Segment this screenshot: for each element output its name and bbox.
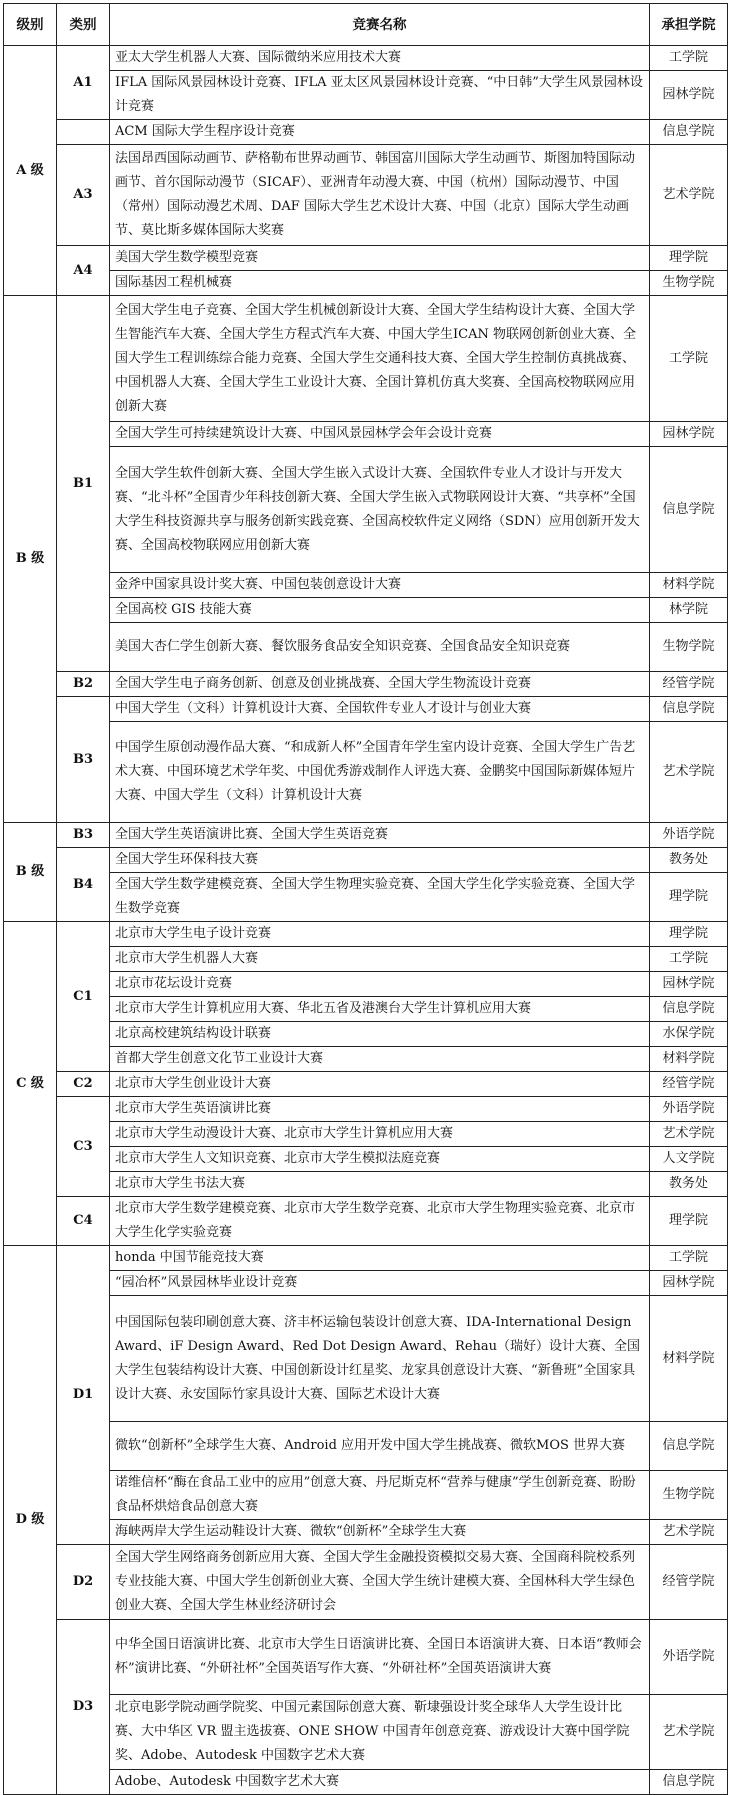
table-row bbox=[4, 447, 728, 573]
competition-name-cell: honda 中国节能竞技大赛 bbox=[110, 1246, 650, 1271]
school-cell: 信息学院 bbox=[650, 1770, 728, 1795]
school-cell: 教务处 bbox=[650, 1172, 728, 1197]
level-cell: B 级 bbox=[4, 823, 57, 922]
category-cell: B2 bbox=[57, 672, 110, 697]
competition-name-cell: 北京市大学生创业设计大赛 bbox=[110, 1072, 650, 1097]
competition-name-cell: 首都大学生创意文化节工业设计大赛 bbox=[110, 1047, 650, 1072]
table-row bbox=[4, 1770, 728, 1795]
school-cell: 艺术学院 bbox=[650, 722, 728, 823]
competition-name-cell: 北京电影学院动画学院奖、中国元素国际创意大赛、靳埭强设计奖全球华人大学生设计比赛、大中华区 VR 盟主选拔赛、ONE SHOW 中国青年创意竞赛、游戏设计大赛中国学院奖、Adobe、Autodesk 中国数字艺术大赛 bbox=[110, 1695, 650, 1770]
school-cell: 园林学院 bbox=[650, 422, 728, 447]
table-row bbox=[4, 598, 728, 623]
competition-name-cell: 亚太大学生机器人大赛、国际微纳米应用技术大赛 bbox=[110, 46, 650, 71]
header-name: 竞赛名称 bbox=[110, 4, 650, 46]
table-row bbox=[4, 1296, 728, 1422]
competition-name-cell: 北京市大学生计算机应用大赛、华北五省及港澳台大学生计算机应用大赛 bbox=[110, 997, 650, 1022]
table-row bbox=[4, 422, 728, 447]
school-cell: 工学院 bbox=[650, 1246, 728, 1271]
competition-name-cell: 中国大学生（文科）计算机设计大赛、全国软件专业人才设计与创业大赛 bbox=[110, 697, 650, 722]
school-cell: 材料学院 bbox=[650, 573, 728, 598]
level-cell: C 级 bbox=[4, 922, 57, 1246]
table-row bbox=[4, 672, 728, 697]
competition-name-cell: Adobe、Autodesk 中国数字艺术大赛 bbox=[110, 1770, 650, 1795]
school-cell: 经管学院 bbox=[650, 1072, 728, 1097]
category-cell: C4 bbox=[57, 1197, 110, 1246]
category-cell: D1 bbox=[57, 1246, 110, 1545]
table-row bbox=[4, 848, 728, 873]
school-cell: 园林学院 bbox=[650, 972, 728, 997]
category-cell: B3 bbox=[57, 697, 110, 823]
category-cell: B1 bbox=[57, 296, 110, 672]
table-row bbox=[4, 697, 728, 722]
school-cell: 外语学院 bbox=[650, 823, 728, 848]
table-row bbox=[4, 1022, 728, 1047]
competition-name-cell: IFLA 国际风景园林设计竞赛、IFLA 亚太区风景园林设计竞赛、“中日韩”大学生风景园林设计竞赛 bbox=[110, 71, 650, 120]
school-cell: 经管学院 bbox=[650, 672, 728, 697]
school-cell: 园林学院 bbox=[650, 1271, 728, 1296]
level-cell: B 级 bbox=[4, 296, 57, 823]
header-school: 承担学院 bbox=[650, 4, 728, 46]
level-cell: D 级 bbox=[4, 1246, 57, 1795]
competition-name-cell: 北京市大学生数学建模竞赛、北京市大学生数学竞赛、北京市大学生物理实验竞赛、北京市大学生化学实验竞赛 bbox=[110, 1197, 650, 1246]
table-body bbox=[4, 46, 728, 1795]
school-cell: 艺术学院 bbox=[650, 1122, 728, 1147]
header-row bbox=[4, 4, 728, 46]
category-cell: C2 bbox=[57, 1072, 110, 1097]
category-cell: C1 bbox=[57, 922, 110, 1072]
competition-name-cell: 北京市花坛设计竞赛 bbox=[110, 972, 650, 997]
table-row bbox=[4, 1047, 728, 1072]
table-row bbox=[4, 823, 728, 848]
table-row bbox=[4, 997, 728, 1022]
school-cell: 生物学院 bbox=[650, 1471, 728, 1520]
school-cell: 林学院 bbox=[650, 598, 728, 623]
category-cell: B4 bbox=[57, 848, 110, 922]
competition-name-cell: 全国大学生网络商务创新应用大赛、全国大学生金融投资模拟交易大赛、全国商科院校系列专业技能大赛、中国大学生创新创业大赛、全国大学生统计建模大赛、全国林科大学生绿色创业大赛、全国大学生林业经济研讨会 bbox=[110, 1545, 650, 1620]
competition-name-cell: 北京市大学生动漫设计大赛、北京市大学生计算机应用大赛 bbox=[110, 1122, 650, 1147]
competition-table bbox=[3, 3, 728, 1795]
competition-name-cell: 全国大学生电子商务创新、创意及创业挑战赛、全国大学生物流设计竞赛 bbox=[110, 672, 650, 697]
school-cell: 理学院 bbox=[650, 1197, 728, 1246]
table-row bbox=[4, 1122, 728, 1147]
school-cell: 工学院 bbox=[650, 296, 728, 422]
school-cell: 教务处 bbox=[650, 848, 728, 873]
competition-name-cell: 全国大学生软件创新大赛、全国大学生嵌入式设计大赛、全国软件专业人才设计与开发大赛、“北斗杯”全国青少年科技创新大赛、全国大学生嵌入式物联网设计大赛、“共享杯”全国大学生科技资源共享与服务创新实践竞赛、全国高校软件定义网络（SDN）应用创新开发大赛、全国高校物联网应用创新大赛 bbox=[110, 447, 650, 573]
table-row bbox=[4, 246, 728, 271]
competition-name-cell: 法国昂西国际动画节、萨格勒布世界动画节、韩国富川国际大学生动画节、斯图加特国际动画节、首尔国际动漫节（SICAF）、亚洲青年动漫大赛、中国（杭州）国际动漫节、中国（常州）国际动漫艺术周、DAF 国际大学生艺术设计大赛、中国（北京）国际大学生动画节、莫比斯多媒体国际大奖赛 bbox=[110, 145, 650, 246]
school-cell: 材料学院 bbox=[650, 1047, 728, 1072]
level-cell: A 级 bbox=[4, 46, 57, 296]
table-row bbox=[4, 1471, 728, 1520]
competition-name-cell: 北京高校建筑结构设计联赛 bbox=[110, 1022, 650, 1047]
competition-name-cell: 全国大学生英语演讲比赛、全国大学生英语竞赛 bbox=[110, 823, 650, 848]
school-cell: 水保学院 bbox=[650, 1022, 728, 1047]
competition-name-cell: 中国学生原创动漫作品大赛、“和成新人杯”全国青年学生室内设计竞赛、全国大学生广告艺术大赛、中国环境艺术学年奖、中国优秀游戏制作人评选大赛、金鹏奖中国国际新媒体短片大赛、中国大学生（文科）计算机设计大赛 bbox=[110, 722, 650, 823]
table-row bbox=[4, 71, 728, 120]
competition-name-cell: “园冶杯”风景园林毕业设计竞赛 bbox=[110, 1271, 650, 1296]
competition-name-cell: 全国高校 GIS 技能大赛 bbox=[110, 598, 650, 623]
category-cell: A1 bbox=[57, 46, 110, 120]
table-row bbox=[4, 1695, 728, 1770]
table-row bbox=[4, 722, 728, 823]
school-cell: 理学院 bbox=[650, 246, 728, 271]
competition-name-cell: 北京市大学生英语演讲比赛 bbox=[110, 1097, 650, 1122]
table-row bbox=[4, 1246, 728, 1271]
school-cell: 信息学院 bbox=[650, 997, 728, 1022]
school-cell: 信息学院 bbox=[650, 1422, 728, 1471]
school-cell: 外语学院 bbox=[650, 1620, 728, 1695]
competition-name-cell: 诺维信杯“酶在食品工业中的应用”创意大赛、丹尼斯克杯“营养与健康”学生创新竞赛、盼盼食品杯烘焙食品创意大赛 bbox=[110, 1471, 650, 1520]
table-row bbox=[4, 1422, 728, 1471]
table-row bbox=[4, 145, 728, 246]
competition-name-cell: 北京市大学生书法大赛 bbox=[110, 1172, 650, 1197]
table-row bbox=[4, 1072, 728, 1097]
competition-name-cell: 美国大学生数学模型竞赛 bbox=[110, 246, 650, 271]
school-cell: 理学院 bbox=[650, 922, 728, 947]
school-cell: 生物学院 bbox=[650, 271, 728, 296]
school-cell: 材料学院 bbox=[650, 1296, 728, 1422]
table-row bbox=[4, 947, 728, 972]
competition-name-cell: ACM 国际大学生程序设计竞赛 bbox=[110, 120, 650, 145]
table-row bbox=[4, 296, 728, 422]
school-cell: 理学院 bbox=[650, 873, 728, 922]
school-cell: 生物学院 bbox=[650, 623, 728, 672]
category-cell: D2 bbox=[57, 1545, 110, 1620]
table-row bbox=[4, 271, 728, 296]
table-row bbox=[4, 573, 728, 598]
table-row bbox=[4, 1172, 728, 1197]
school-cell: 艺术学院 bbox=[650, 145, 728, 246]
competition-name-cell: 北京市大学生电子设计竞赛 bbox=[110, 922, 650, 947]
school-cell: 艺术学院 bbox=[650, 1520, 728, 1545]
table-row bbox=[4, 623, 728, 672]
category-cell: B3 bbox=[57, 823, 110, 848]
table-row bbox=[4, 1545, 728, 1620]
competition-name-cell: 中华全国日语演讲比赛、北京市大学生日语演讲比赛、全国日本语演讲大赛、日本语“教师会杯”演讲比赛、“外研社杯”全国英语写作大赛、“外研社杯”全国英语演讲大赛 bbox=[110, 1620, 650, 1695]
competition-name-cell: 海峡两岸大学生运动鞋设计大赛、微软“创新杯”全球学生大赛 bbox=[110, 1520, 650, 1545]
category-cell: D3 bbox=[57, 1620, 110, 1795]
competition-name-cell: 美国大杏仁学生创新大赛、餐饮服务食品安全知识竞赛、全国食品安全知识竞赛 bbox=[110, 623, 650, 672]
table-row bbox=[4, 1520, 728, 1545]
table-row bbox=[4, 1147, 728, 1172]
school-cell: 外语学院 bbox=[650, 1097, 728, 1122]
competition-name-cell: 北京市大学生机器人大赛 bbox=[110, 947, 650, 972]
competition-name-cell: 全国大学生可持续建筑设计大赛、中国风景园林学会年会设计竞赛 bbox=[110, 422, 650, 447]
school-cell: 信息学院 bbox=[650, 447, 728, 573]
competition-name-cell: 全国大学生电子竞赛、全国大学生机械创新设计大赛、全国大学生结构设计大赛、全国大学生智能汽车大赛、全国大学生方程式汽车大赛、中国大学生ICAN 物联网创新创业大赛、全国大学生工程训练综合能力竞赛、全国大学生交通科技大赛、全国大学生控制仿真挑战赛、中国机器人大赛、全国大学生工业设计大赛、全国计算机仿真大奖赛、全国高校物联网应用创新大赛 bbox=[110, 296, 650, 422]
school-cell: 园林学院 bbox=[650, 71, 728, 120]
school-cell: 信息学院 bbox=[650, 697, 728, 722]
competition-name-cell: 北京市大学生人文知识竞赛、北京市大学生模拟法庭竞赛 bbox=[110, 1147, 650, 1172]
table-row bbox=[4, 1197, 728, 1246]
competition-name-cell: 微软“创新杯”全球学生大赛、Android 应用开发中国大学生挑战赛、微软MOS 世界大赛 bbox=[110, 1422, 650, 1471]
competition-name-cell: 中国国际包装印刷创意大赛、济丰杯运输包装设计创意大赛、IDA-International Design Award、iF Design Award、Red Dot Design Award、Rehau（瑞好）设计大赛、全国大学生包装结构设计大赛、中国创新设计红星奖、龙家具创意设计大赛、“新鲁班”全国家具设计大赛、永安国际竹家具设计大赛、国际艺术设计大赛 bbox=[110, 1296, 650, 1422]
table-row bbox=[4, 120, 728, 145]
school-cell: 经管学院 bbox=[650, 1545, 728, 1620]
competition-name-cell: 国际基因工程机械赛 bbox=[110, 271, 650, 296]
table-row bbox=[4, 1271, 728, 1296]
school-cell: 工学院 bbox=[650, 46, 728, 71]
school-cell: 人文学院 bbox=[650, 1147, 728, 1172]
table-row bbox=[4, 1620, 728, 1695]
school-cell: 艺术学院 bbox=[650, 1695, 728, 1770]
table-row bbox=[4, 972, 728, 997]
category-cell: A3 bbox=[57, 145, 110, 246]
table-row bbox=[4, 1097, 728, 1122]
school-cell: 工学院 bbox=[650, 947, 728, 972]
category-cell: A4 bbox=[57, 246, 110, 296]
table-row bbox=[4, 922, 728, 947]
competition-name-cell: 全国大学生环保科技大赛 bbox=[110, 848, 650, 873]
school-cell: 信息学院 bbox=[650, 120, 728, 145]
competition-name-cell: 金斧中国家具设计奖大赛、中国包装创意设计大赛 bbox=[110, 573, 650, 598]
header-category: 类别 bbox=[57, 4, 110, 46]
category-cell bbox=[57, 120, 110, 145]
header-level: 级别 bbox=[4, 4, 57, 46]
category-cell: C3 bbox=[57, 1097, 110, 1197]
competition-name-cell: 全国大学生数学建模竞赛、全国大学生物理实验竞赛、全国大学生化学实验竞赛、全国大学生数学竞赛 bbox=[110, 873, 650, 922]
table-row bbox=[4, 46, 728, 71]
table-row bbox=[4, 873, 728, 922]
